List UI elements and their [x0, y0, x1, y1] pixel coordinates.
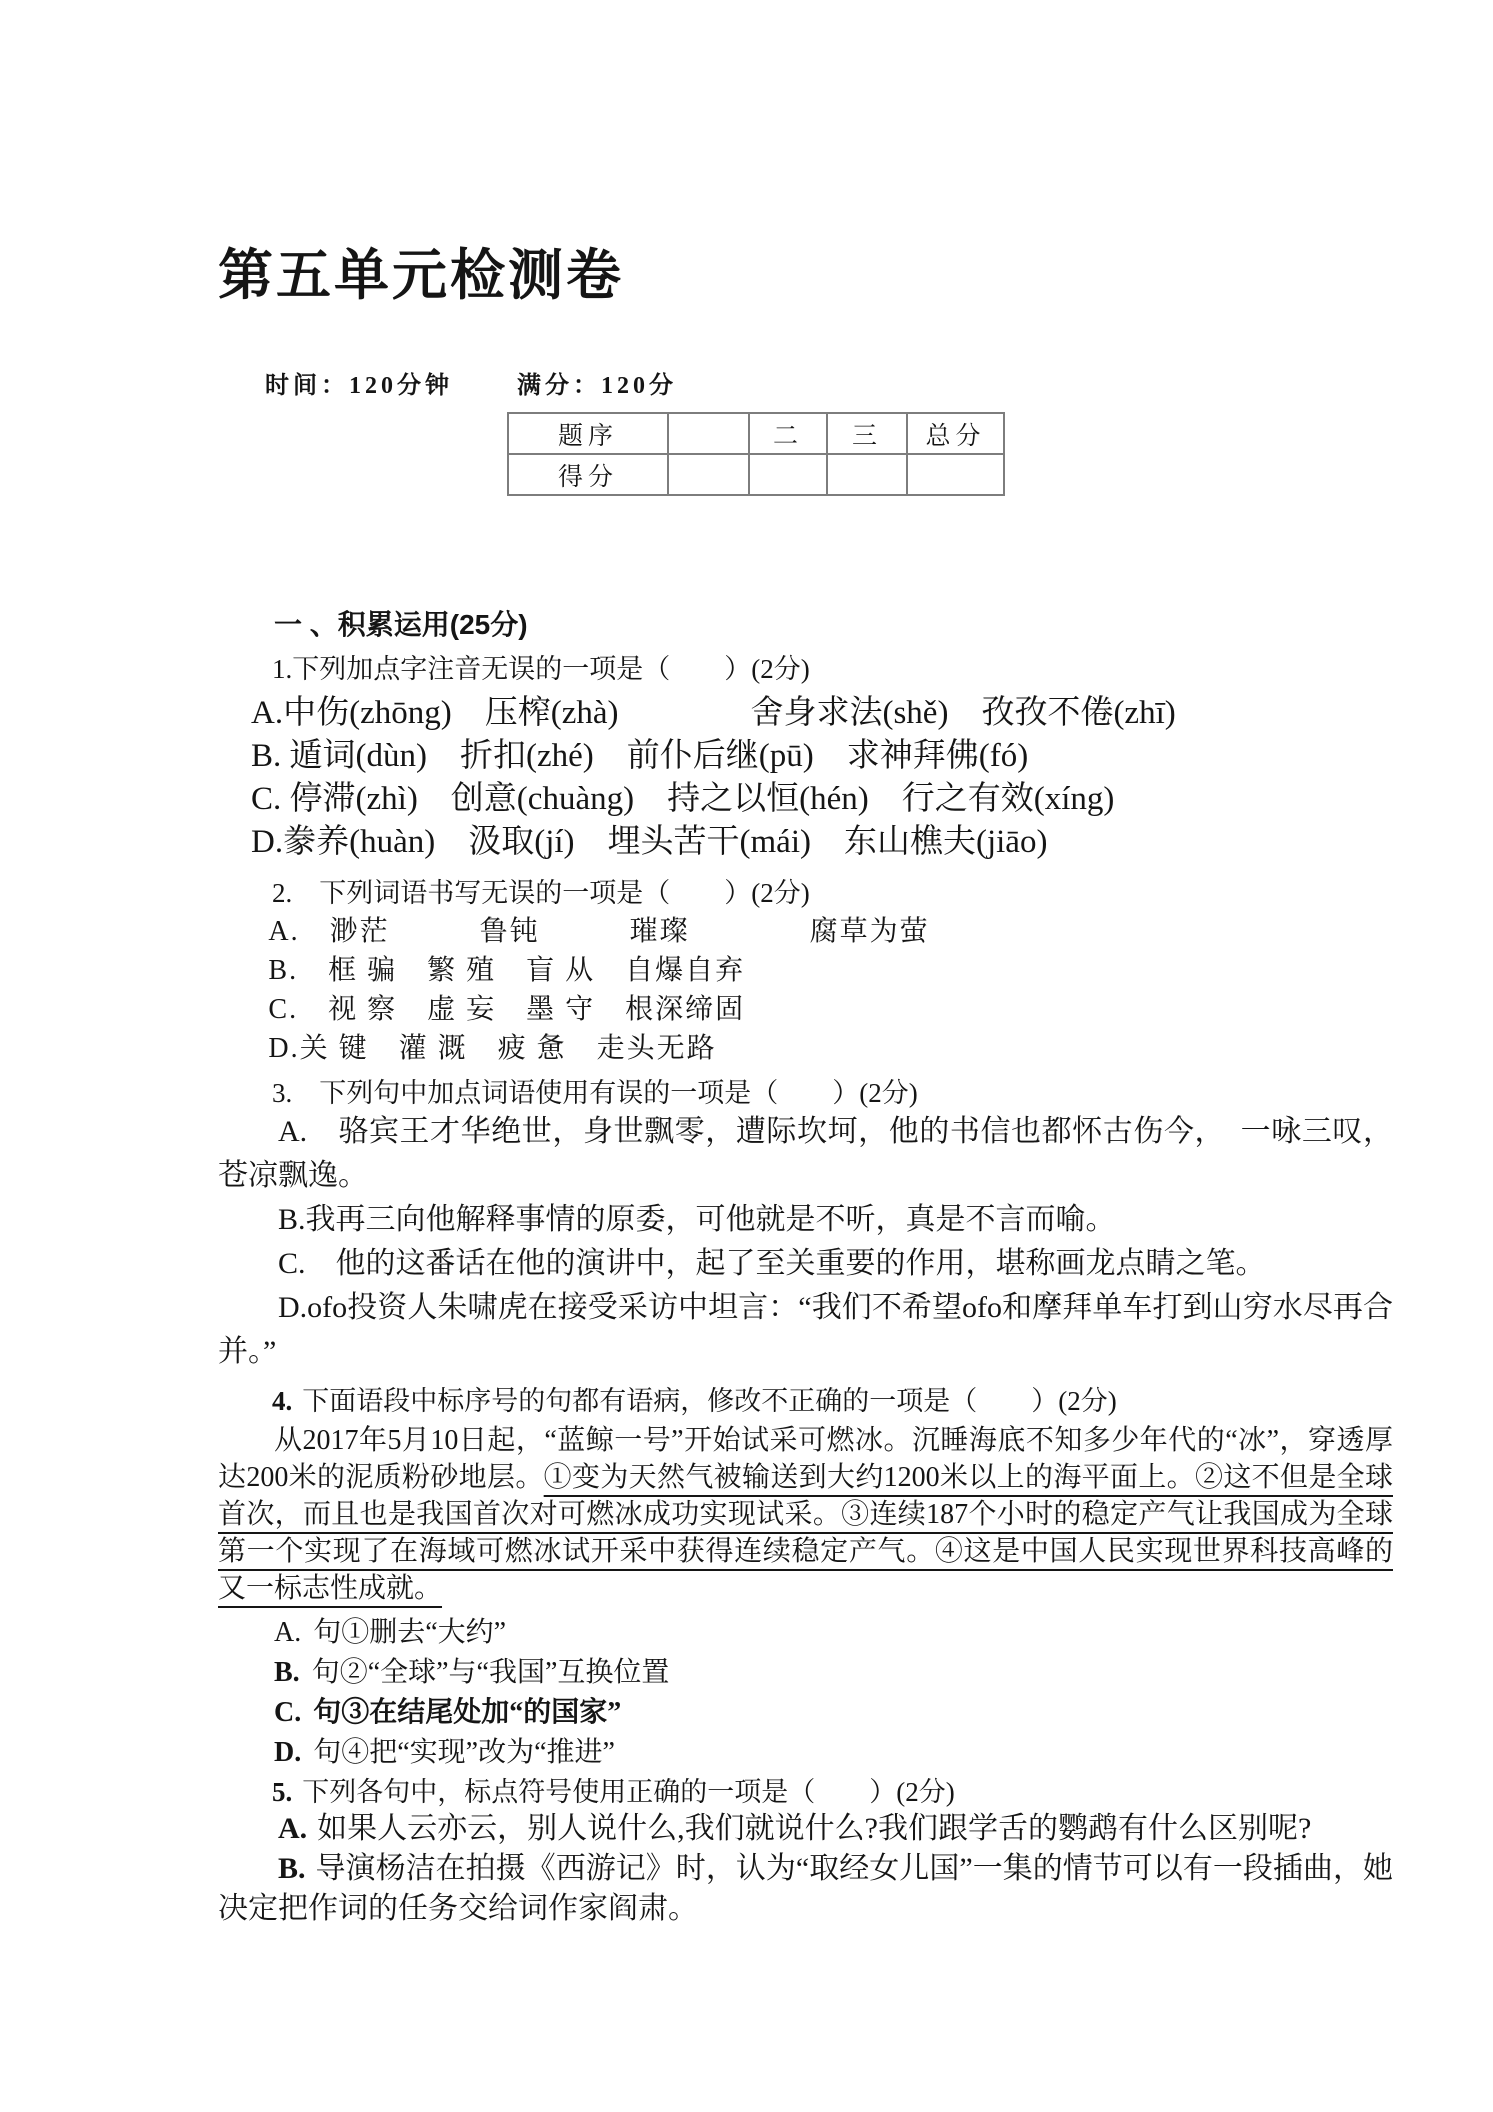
question-2-option-b: B. 框 骗 繁 殖 盲 从 自爆自弃	[268, 955, 746, 986]
question-1-option-b: B. 遁词(dùn) 折扣(zhé) 前仆后继(pū) 求神拜佛(fó)	[251, 738, 1029, 774]
question-1-options	[218, 692, 1393, 864]
question-1-option-d: D.豢养(huàn) 汲取(jí) 埋头苦干(mái) 东山樵夫(jiāo)	[251, 824, 1048, 860]
score-table-cell-part-three: 三	[827, 413, 907, 454]
question-5-stem	[218, 1775, 1393, 1809]
question-5-option-b-text: 导演杨洁在拍摄《西游记》时，认为“取经女儿国”一集的情节可以有一段插曲，她决定把作词的任务交给词作家阎肃。	[218, 1852, 1393, 1925]
question-1-option-c: C. 停滞(zhì) 创意(chuàng) 持之以恒(hén) 行之有效(xíng)	[251, 781, 1115, 817]
exam-meta	[218, 372, 1393, 400]
question-4-stem-text: 下面语段中标序号的句都有语病，修改不正确的一项是（ ）(2分)	[302, 1386, 1117, 1416]
score-table-cell-score-1	[668, 454, 749, 495]
question-5-option-b-label: B.	[278, 1852, 306, 1885]
question-4-option-d	[218, 1733, 1393, 1773]
question-2-options	[218, 912, 1393, 1068]
question-4-option-a-label: A.	[274, 1617, 302, 1648]
score-table-header-row	[508, 413, 1004, 454]
question-3-stem: 3. 下列句中加点词语使用有误的一项是（ ）(2分)	[272, 1078, 918, 1108]
question-4-passage-plain: 从2017年5月10日起，“蓝鲸一号”开始试采可燃冰。沉睡海底不知多少年代的“冰”，穿透厚达200米的泥质粉砂地层。	[218, 1425, 1393, 1493]
question-3-option-c: C. 他的这番话在他的演讲中，起了至关重要的作用，堪称画龙点睛之笔。	[278, 1247, 1266, 1280]
question-5-stem-text: 下列各句中，标点符号使用正确的一项是（ ）(2分)	[302, 1777, 955, 1807]
question-1-stem: 1.下列加点字注音无误的一项是（ ）(2分)	[272, 654, 810, 684]
score-table-cell-score-2	[749, 454, 827, 495]
full-mark-label: 满分：120分	[517, 373, 677, 399]
score-table-cell-score-total	[907, 454, 1004, 495]
question-2-option-a: A. 渺茫 鲁钝 璀璨 腐草为萤	[268, 916, 930, 947]
question-4-number: 4.	[272, 1386, 293, 1416]
question-3-option-d: D.ofo投资人朱啸虎在接受采访中坦言：“我们不希望ofo和摩拜单车打到山穷水尽再合并。”	[218, 1291, 1393, 1368]
question-4-passage-underlined: ①变为天然气被输送到大约1200米以上的海平面上。②这不但是全球首次，而且也是我国首次对可燃冰成功实现试采。③连续187个小时的稳定产气让我国成为全球第一个实现了在海域可燃冰试开采中获得连续稳定产气。④这是中国人民实现世界科技高峰的又一标志性成就。	[218, 1462, 1393, 1604]
score-table-cell-score-3	[827, 454, 907, 495]
question-4-passage	[218, 1422, 1393, 1607]
question-5-number: 5.	[272, 1777, 293, 1807]
question-2-option-c: C. 视 察 虚 妄 墨 守 根深缔固	[268, 994, 746, 1025]
score-table-cell-part-one	[668, 413, 749, 454]
question-4-option-c	[218, 1693, 1393, 1733]
question-4-option-a	[218, 1613, 1393, 1653]
question-5-option-b	[218, 1849, 1393, 1929]
score-table-cell-total: 总分	[907, 413, 1004, 454]
question-4-option-d-label: D.	[274, 1737, 302, 1768]
question-5-option-a-label: A.	[278, 1812, 308, 1845]
question-5-options	[218, 1809, 1393, 1929]
section-one-heading: 一 、积累运用(25分)	[274, 609, 528, 640]
score-table	[507, 412, 1005, 496]
question-4-option-c-label: C.	[274, 1697, 302, 1728]
question-3-option-a: A. 骆宾王才华绝世，身世飘零，遭际坎坷，他的书信也都怀古伤今， 一咏三叹，苍凉飘逸。	[218, 1115, 1393, 1192]
question-2-stem: 2. 下列词语书写无误的一项是（ ）(2分)	[272, 878, 810, 908]
question-2-option-d: D.关 键 灌 溉 疲 惫 走头无路	[268, 1033, 717, 1064]
question-3-option-b: B.我再三向他解释事情的原委，可他就是不听，真是不言而喻。	[278, 1203, 1116, 1236]
time-limit-label: 时间：120分钟	[265, 373, 453, 399]
question-4-option-b-label: B.	[274, 1657, 300, 1688]
question-4-option-a-text: 句①删去“大约”	[313, 1617, 507, 1648]
question-4-options	[218, 1613, 1393, 1773]
score-table-cell-score-label: 得分	[508, 454, 668, 495]
score-table-score-row	[508, 454, 1004, 495]
question-4-option-d-text: 句④把“实现”改为“推进”	[313, 1737, 615, 1768]
question-4-stem	[218, 1384, 1393, 1418]
question-5-option-a-text: 如果人云亦云，别人说什么,我们就说什么?我们跟学舌的鹦鹉有什么区别呢?	[317, 1812, 1312, 1845]
score-table-cell-question-order: 题序	[508, 413, 668, 454]
question-3-options	[218, 1110, 1393, 1374]
question-4-option-b	[218, 1653, 1393, 1693]
question-4-option-c-text: 句③在结尾处加“的国家”	[313, 1697, 622, 1728]
exam-title: 第五单元检测卷	[218, 245, 625, 306]
question-5-option-a	[218, 1809, 1393, 1849]
score-table-cell-part-two: 二	[749, 413, 827, 454]
question-4-option-b-text: 句②“全球”与“我国”互换位置	[311, 1657, 670, 1688]
question-1-option-a: A.中伤(zhōng) 压榨(zhà) 舍身求法(shě) 孜孜不倦(zhī)	[251, 695, 1176, 731]
